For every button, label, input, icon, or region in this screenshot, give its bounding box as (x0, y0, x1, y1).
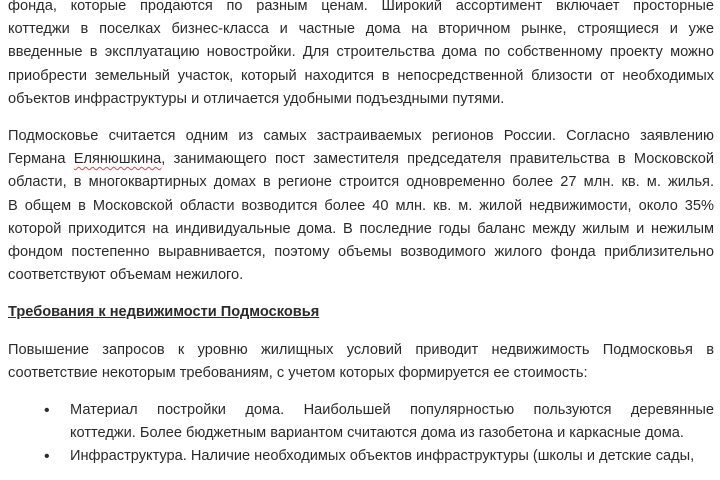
text-line: объектов инфраструктуры и отличается удобными подъездными путями. (8, 90, 505, 107)
text-line: коттеджи в поселках бизнес-класса и частные дома на вторичном рынке, строящиеся и уже (8, 21, 714, 38)
document-body (8, 0, 714, 469)
text-line: приобрести земельный участок, который находится в непосредственной близости от необходимых (8, 67, 714, 84)
text-line: Инфраструктура. Наличие необходимых объектов инфраструктуры (школы и детские сады, (70, 448, 695, 465)
list-item-text (70, 445, 714, 468)
text-fragment: Германа (8, 151, 74, 168)
text-line (8, 148, 714, 171)
text-line: соответствуют объемам нежилого. (8, 267, 244, 284)
text-line: области, в многоквартирных домах в регионе строится одновременно более 27 млн. кв. м. жилья. (8, 174, 714, 191)
list-item-text (70, 399, 714, 445)
text-line: введенные в эксплуатацию новостройки. Для строительства дома по собственному проекту можно (8, 44, 714, 61)
bullet-icon: • (44, 402, 50, 420)
text-line: Повышение запросов к уровню жилищных условий приводит недвижимость Подмосковья в (8, 341, 714, 358)
text-line: фонда, которые продаются по разным ценам. Широкий ассортимент включает просторные (8, 0, 714, 14)
text-line: которой приходится на индивидуальные дома. В последние годы баланс между жилым и нежилым (8, 220, 714, 237)
text-fragment: , занимающего пост заместителя председателя правительства в Московской (161, 151, 714, 168)
text-line: коттеджи. Более бюджетным вариантом считаются дома из газобетона и каркасные дома. (70, 425, 684, 442)
list-item (8, 445, 714, 468)
text-line: Материал постройки дома. Наибольшей популярностью пользуются деревянные (70, 402, 714, 419)
paragraph-spacing (8, 385, 714, 399)
text-line: фондом постепенно выравнивается, поэтому объемы возводимого жилого фонда приблизительно (8, 244, 714, 261)
section-heading: Требования к недвижимости Подмосковья (8, 304, 320, 321)
paragraph-requirements-intro (8, 339, 714, 385)
paragraph-housing-stock (8, 0, 714, 111)
bullet-icon: • (44, 448, 50, 466)
list-item (8, 399, 714, 445)
paragraph-construction-region (8, 125, 714, 287)
text-line: соответствие некоторым требованиям, с учетом которых формируется ее стоимость: (8, 364, 588, 381)
text-line: Подмосковье считается одним из самых застраиваемых регионов России. Согласно заявлению (8, 128, 714, 145)
spellcheck-flagged-name: Елянюшкина (73, 151, 162, 168)
requirements-list (8, 399, 714, 469)
paragraph-spacing (8, 287, 714, 301)
paragraph-spacing (8, 111, 714, 125)
text-line: В общем в Московской области возводится более 40 млн. кв. м. жилой недвижимости, около 35% (8, 197, 714, 214)
paragraph-spacing (8, 325, 714, 339)
